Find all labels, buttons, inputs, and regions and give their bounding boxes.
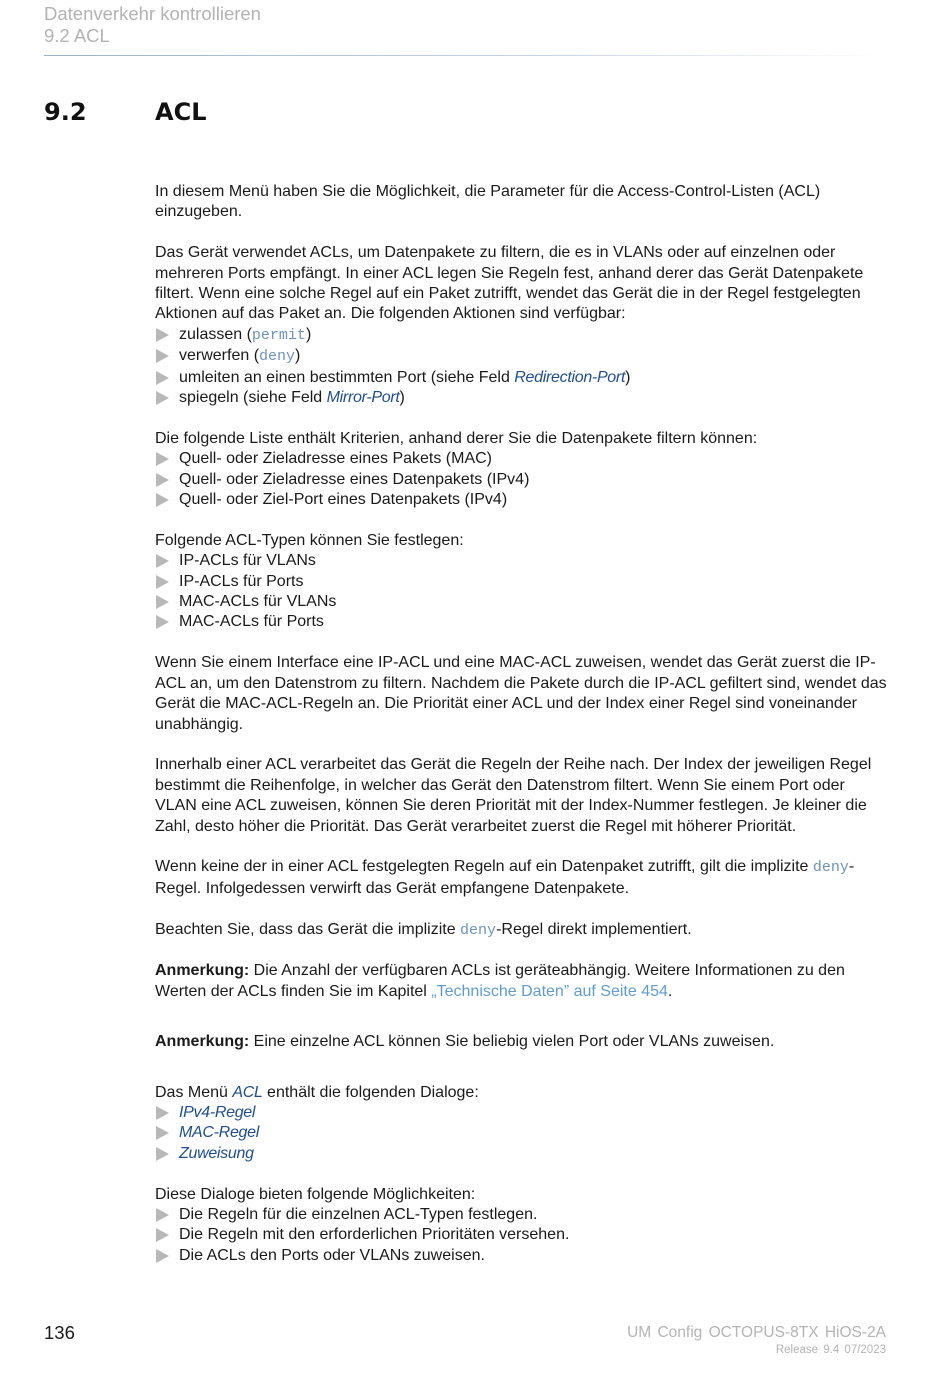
triangle-bullet-icon [156, 328, 169, 342]
note-label: Anmerkung: [155, 1033, 250, 1051]
triangle-bullet-icon [156, 473, 169, 487]
list-item: Die Regeln für die einzelnen ACL-Typen festlegen. [155, 1205, 890, 1225]
code-deny: deny [812, 859, 849, 877]
list-item: IP-ACLs für Ports [155, 572, 890, 592]
section-heading [44, 96, 206, 128]
acl-types-list [155, 551, 890, 633]
criteria-intro: Die folgende Liste enthält Kriterien, anhand derer Sie die Datenpakete filtern können: [155, 429, 758, 447]
intro-paragraph: In diesem Menü haben Sie die Möglichkeit, die Parameter für die Access-Control-Listen (ACL) einzugeben. [155, 183, 821, 221]
triangle-bullet-icon [156, 1126, 169, 1140]
capabilities-list [155, 1205, 890, 1266]
dialog-zuweisung[interactable]: Zuweisung [179, 1144, 254, 1162]
triangle-bullet-icon [156, 575, 169, 589]
footer-document-title: UM Config OCTOPUS-8TX HiOS-2A [627, 1324, 886, 1341]
triangle-bullet-icon [156, 349, 169, 363]
list-item: Quell- oder Zieladresse eines Pakets (MAC) [155, 449, 890, 469]
triangle-bullet-icon [156, 1228, 169, 1242]
note-assignment: Anmerkung: Eine einzelne ACL können Sie beliebig vielen Port oder VLANs zuweisen. [155, 1033, 775, 1051]
triangle-bullet-icon [156, 371, 169, 385]
header-rule [44, 55, 886, 56]
list-item: verwerfen (deny) [155, 346, 890, 367]
header-section: 9.2 ACL [44, 25, 110, 46]
section-number: 9.2 [44, 98, 87, 126]
list-item [155, 1144, 890, 1164]
section-title: ACL [155, 98, 207, 126]
page-number: 136 [44, 1322, 75, 1343]
list-item: Quell- oder Ziel-Port eines Datenpakets (IPv4) [155, 490, 890, 510]
menu-paragraph: Das Menü ACL enthält die folgenden Dialoge: [155, 1083, 479, 1101]
list-item: Die Regeln mit den erforderlichen Prioritäten versehen. [155, 1225, 890, 1245]
triangle-bullet-icon [156, 391, 169, 405]
index-paragraph: Innerhalb einer ACL verarbeitet das Gerät die Regeln der Reihe nach. Der Index der jeweiligen Regel bestimmt die Reihenfolge, in welcher das Gerät den Datenstrom filtert. Wenn Sie einem Port oder VLAN eine ACL zuweisen, können Sie deren Priorität mit der Index-Nummer festlegen. Je kleiner die Zahl, desto höher die Priorität. Das Gerät verarbeitet zuerst die Regel mit höherer Priorität. [155, 756, 872, 835]
usage-paragraph: Das Gerät verwendet ACLs, um Datenpakete zu filtern, die es in VLANs oder auf einzelnen oder mehreren Ports empfängt. In einer ACL legen Sie Regeln fest, anhand derer das Gerät Datenpakete filtert. Wenn eine solche Regel auf ein Paket zutrifft, wendet das Gerät die in der Regel festgelegten Aktionen auf das Paket an. Die folgenden Aktionen sind verfügbar: [155, 244, 864, 323]
list-item: Die ACLs den Ports oder VLANs zuweisen. [155, 1246, 890, 1266]
dialogs-list [155, 1103, 890, 1164]
list-item: MAC-ACLs für VLANs [155, 592, 890, 612]
list-item: umleiten an einen bestimmten Port (siehe Feld Redirection-Port) [155, 368, 890, 388]
dialogs-intro: Diese Dialoge bieten folgende Möglichkeiten: [155, 1185, 476, 1203]
code-deny: deny [259, 348, 296, 366]
criteria-list [155, 449, 890, 510]
list-item [155, 1103, 890, 1123]
triangle-bullet-icon [156, 595, 169, 609]
list-item [155, 1123, 890, 1143]
list-item: spiegeln (siehe Feld Mirror-Port) [155, 388, 890, 408]
triangle-bullet-icon [156, 554, 169, 568]
field-acl: ACL [232, 1083, 263, 1101]
actions-list [155, 325, 890, 409]
list-item: zulassen (permit) [155, 325, 890, 346]
field-mirror-port: Mirror-Port [326, 389, 400, 407]
triangle-bullet-icon [156, 452, 169, 466]
code-permit: permit [251, 326, 306, 344]
technical-data-link[interactable]: „Technische Daten” auf Seite 454 [431, 982, 668, 1000]
triangle-bullet-icon [156, 493, 169, 507]
dialog-ipv4-regel[interactable]: IPv4-Regel [179, 1103, 256, 1121]
triangle-bullet-icon [156, 1147, 169, 1161]
footer-release: Release 9.4 07/2023 [775, 1344, 886, 1356]
code-deny: deny [460, 921, 497, 939]
implicit-note-paragraph: Beachten Sie, dass das Gerät die implizite deny-Regel direkt implementiert. [155, 920, 692, 939]
list-item: MAC-ACLs für Ports [155, 612, 890, 632]
list-item: IP-ACLs für VLANs [155, 551, 890, 571]
triangle-bullet-icon [156, 615, 169, 629]
dialog-mac-regel[interactable]: MAC-Regel [179, 1124, 259, 1142]
types-intro: Folgende ACL-Typen können Sie festlegen: [155, 531, 464, 549]
header-chapter: Datenverkehr kontrollieren [44, 3, 261, 24]
running-header [44, 3, 886, 47]
triangle-bullet-icon [156, 1106, 169, 1120]
implicit-deny-paragraph: Wenn keine der in einer ACL festgelegten Regeln auf ein Datenpaket zutrifft, gilt die implizite deny-Regel. Infolgedessen verwirft das Gerät empfangene Datenpakete. [155, 858, 855, 897]
page-content [155, 182, 890, 1266]
list-item: Quell- oder Zieladresse eines Datenpakets (IPv4) [155, 470, 890, 490]
order-paragraph: Wenn Sie einem Interface eine IP-ACL und eine MAC-ACL zuweisen, wendet das Gerät zuerst die IP-ACL an, um den Datenstrom zu filtern. Nachdem die Pakete durch die IP-ACL gefiltert sind, wendet das Gerät die MAC-ACL-Regeln an. Die Priorität einer ACL und der Index einer Regel sind voneinander unabhängig. [155, 654, 887, 733]
triangle-bullet-icon [156, 1208, 169, 1222]
note-label: Anmerkung: [155, 962, 250, 980]
note-acl-count: Anmerkung: Die Anzahl der verfügbaren ACLs ist geräteabhängig. Weitere Informationen zu den Werten der ACLs finden Sie im Kapitel „Technische Daten” auf Seite 454. [155, 962, 845, 1000]
triangle-bullet-icon [156, 1249, 169, 1263]
field-redirection-port: Redirection-Port [514, 368, 626, 386]
